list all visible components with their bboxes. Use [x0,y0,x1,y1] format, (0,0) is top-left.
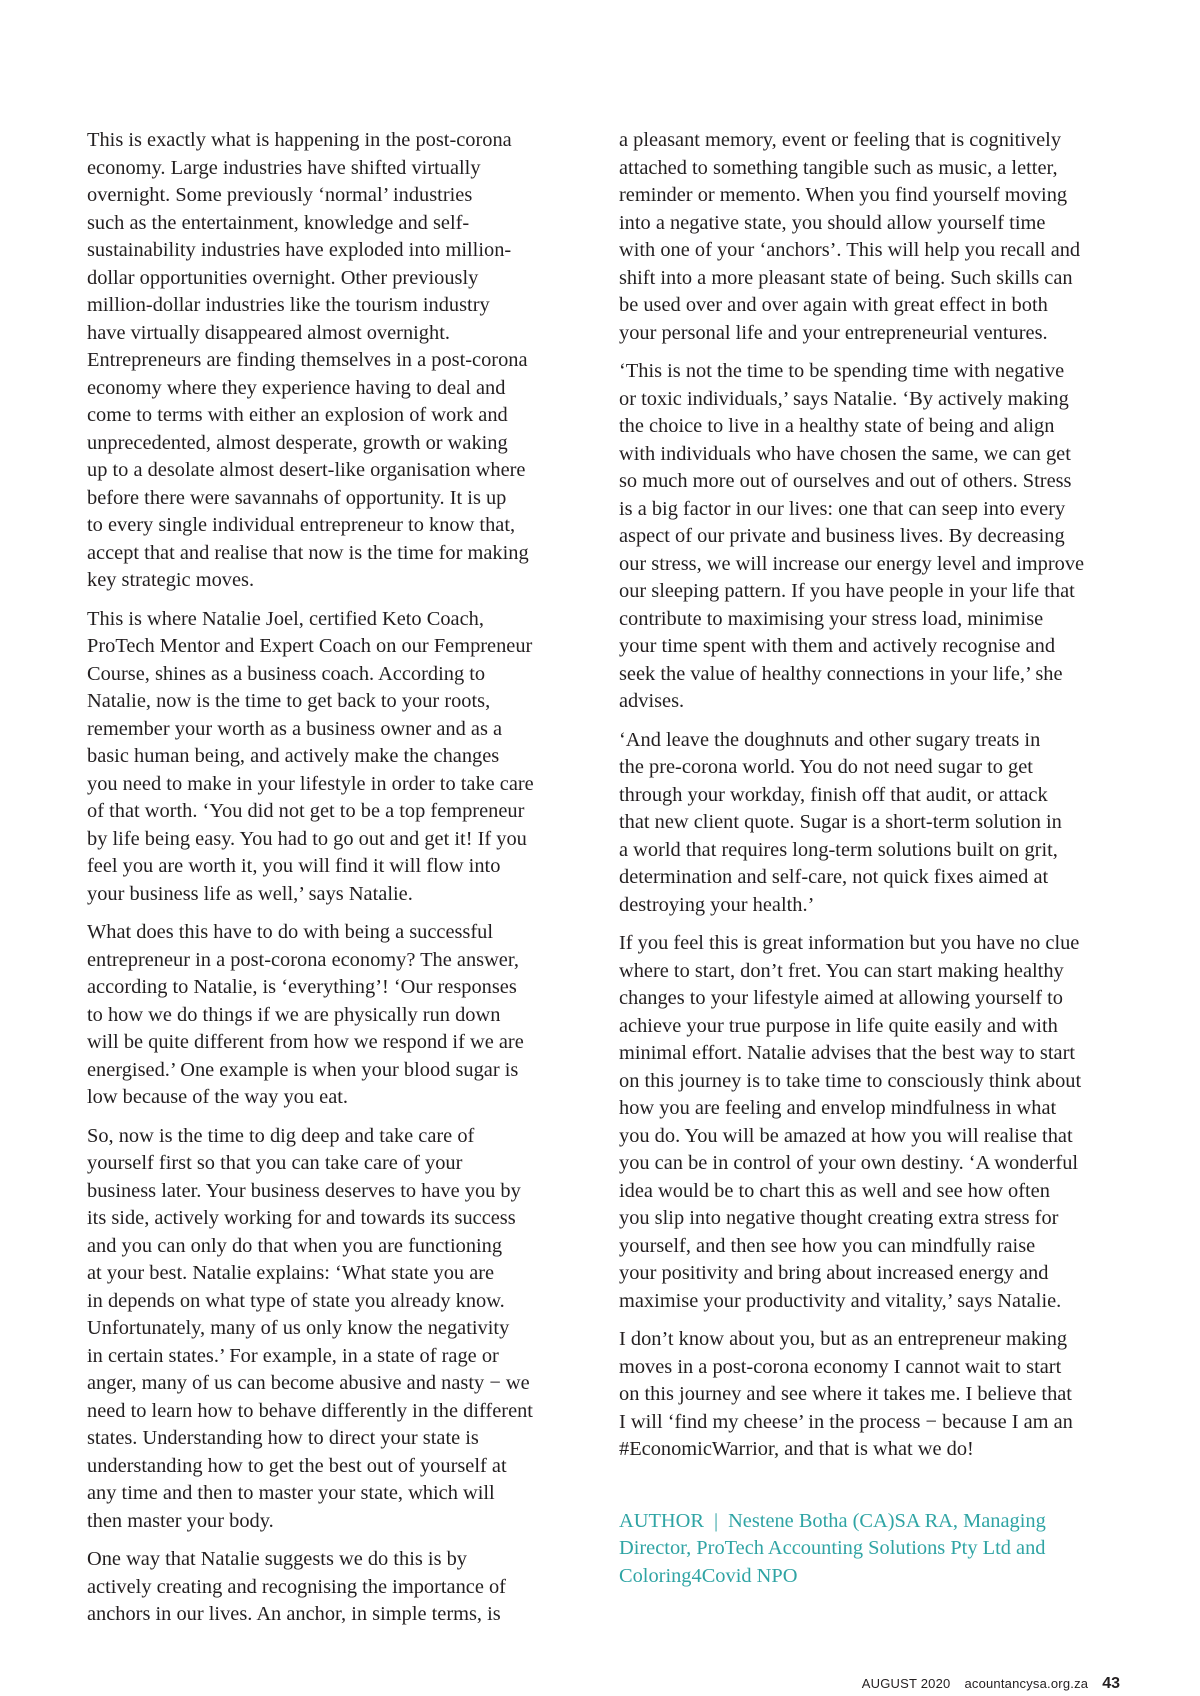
right-text-column [619,127,1129,1590]
paragraph: If you feel this is great information but you have no clue where to start, don’t fret. You can start making healthy changes to your lifestyle aimed at allowing yourself to achieve your true purpose in life quite easily and with minimal effort. Natalie advises that the best way to start on this journey is to take time to consciously think about how you are feeling and envelop mindfulness in what you do. You will be amazed at how you will realise that you can be in control of your own destiny. ‘A wonderful idea would be to chart this as well and see how often you slip into negative thought creating extra stress for yourself, and then see how you can mindfully raise your positivity and bring about increased energy and maximise your productivity and vitality,’ says Natalie. [619,932,1082,1312]
left-text-column [87,127,595,1640]
paragraph: One way that Natalie suggests we do this is by actively creating and recognising the importance of anchors in our lives. An anchor, in simple terms, is [87,1548,506,1625]
paragraph: a pleasant memory, event or feeling that is cognitively attached to something tangible such as music, a letter, reminder or memento. When you find yourself moving into a negative state, you should allow yourself time with one of your ‘anchors’. This will help you recall and shift into a more pleasant state of being. Such skills can be used over and over again with great effect in both your personal life and your entrepreneurial ventures. [619,129,1081,344]
paragraph: This is where Natalie Joel, certified Keto Coach, ProTech Mentor and Expert Coach on our Fempreneur Course, shines as a business coach. According to Natalie, now is the time to get back to your roots, remember your worth as a business owner and as a basic human being, and actively make the changes you need to make in your lifestyle in order to take care of that worth. ‘You did not get to be a top fempreneur by life being easy. You had to go out and get it! If you feel you are worth it, you will find it will flow into your business life as well,’ says Natalie. [87,607,534,905]
author-details: Nestene Botha (CA)SA RA, Managing Director, ProTech Accounting Solutions Pty Ltd and Coloring4Covid NPO [619,1509,1046,1587]
paragraph: ‘This is not the time to be spending time with negative or toxic individuals,’ says Natalie. ‘By actively making the choice to live in a healthy state of being and align with individuals who have chosen the same, we can get so much more out of ourselves and out of others. Stress is a big factor in our lives: one that can seep into every aspect of our private and business lives. By decreasing our stress, we will increase our energy level and improve our sleeping pattern. If you have people in your life that contribute to maximising your stress load, minimise your time spent with them and actively recognise and seek the value of healthy connections in your life,’ she advises. [619,360,1085,712]
author-byline [619,1508,1129,1591]
page-footer [862,1675,1120,1693]
page-number: 43 [1102,1675,1120,1692]
author-separator: | [713,1509,719,1532]
paragraph: So, now is the time to dig deep and take care of yourself first so that you can take care of your business later. Your business deserves to have you by its side, actively working for and towards its success and you can only do that when you are functioning at your best. Natalie explains: ‘What state you are in depends on what type of state you already know. Unfortunately, many of us only know the negativity in certain states.’ For example, in a state of rage or anger, many of us can become abusive and nasty − we need to learn how to behave differently in the different states. Understanding how to direct your state is understanding how to get the best out of yourself at any time and then to master your state, which will then master your body. [87,1124,533,1532]
paragraph: This is exactly what is happening in the post-corona economy. Large industries have shifted virtually overnight. Some previously ‘normal’ industries such as the entertainment, knowledge and self- sustainability industries have exploded into million- dollar opportunities overnight. Other previously million-dollar industries like the tourism industry have virtually disappeared almost overnight. Entrepreneurs are finding themselves in a post-corona economy where they experience having to deal and come to terms with either an explosion of work and unprecedented, almost desperate, growth or waking up to a desolate almost desert-like organisation where before there were savannahs of opportunity. It is up to every single individual entrepreneur to know that, accept that and realise that now is the time for making key strategic moves. [87,129,529,591]
paragraph: ‘And leave the doughnuts and other sugary treats in the pre-corona world. You do not need sugar to get through your workday, finish off that audit, or attack that new client quote. Sugar is a short-term solution in a world that requires long-term solutions built on grit, determination and self-care, not quick fixes aimed at destroying your health.’ [619,728,1062,916]
website-url: acountancysa.org.za [964,1676,1089,1691]
issue-date: AUGUST 2020 [861,1676,951,1691]
author-label: AUTHOR [619,1509,704,1532]
paragraph: What does this have to do with being a successful entrepreneur in a post-corona economy? The answer, according to Natalie, is ‘everything’! ‘Our responses to how we do things if we are physically run down will be quite different from how we respond if we are energised.’ One example is when your blood sugar is low because of the way you eat. [87,921,524,1108]
paragraph: I don’t know about you, but as an entrepreneur making moves in a post-corona economy I cannot wait to start on this journey and see where it takes me. I believe that I will ‘find my cheese’ in the process − because I am an #EconomicWarrior, and that is what we do! [619,1328,1073,1460]
